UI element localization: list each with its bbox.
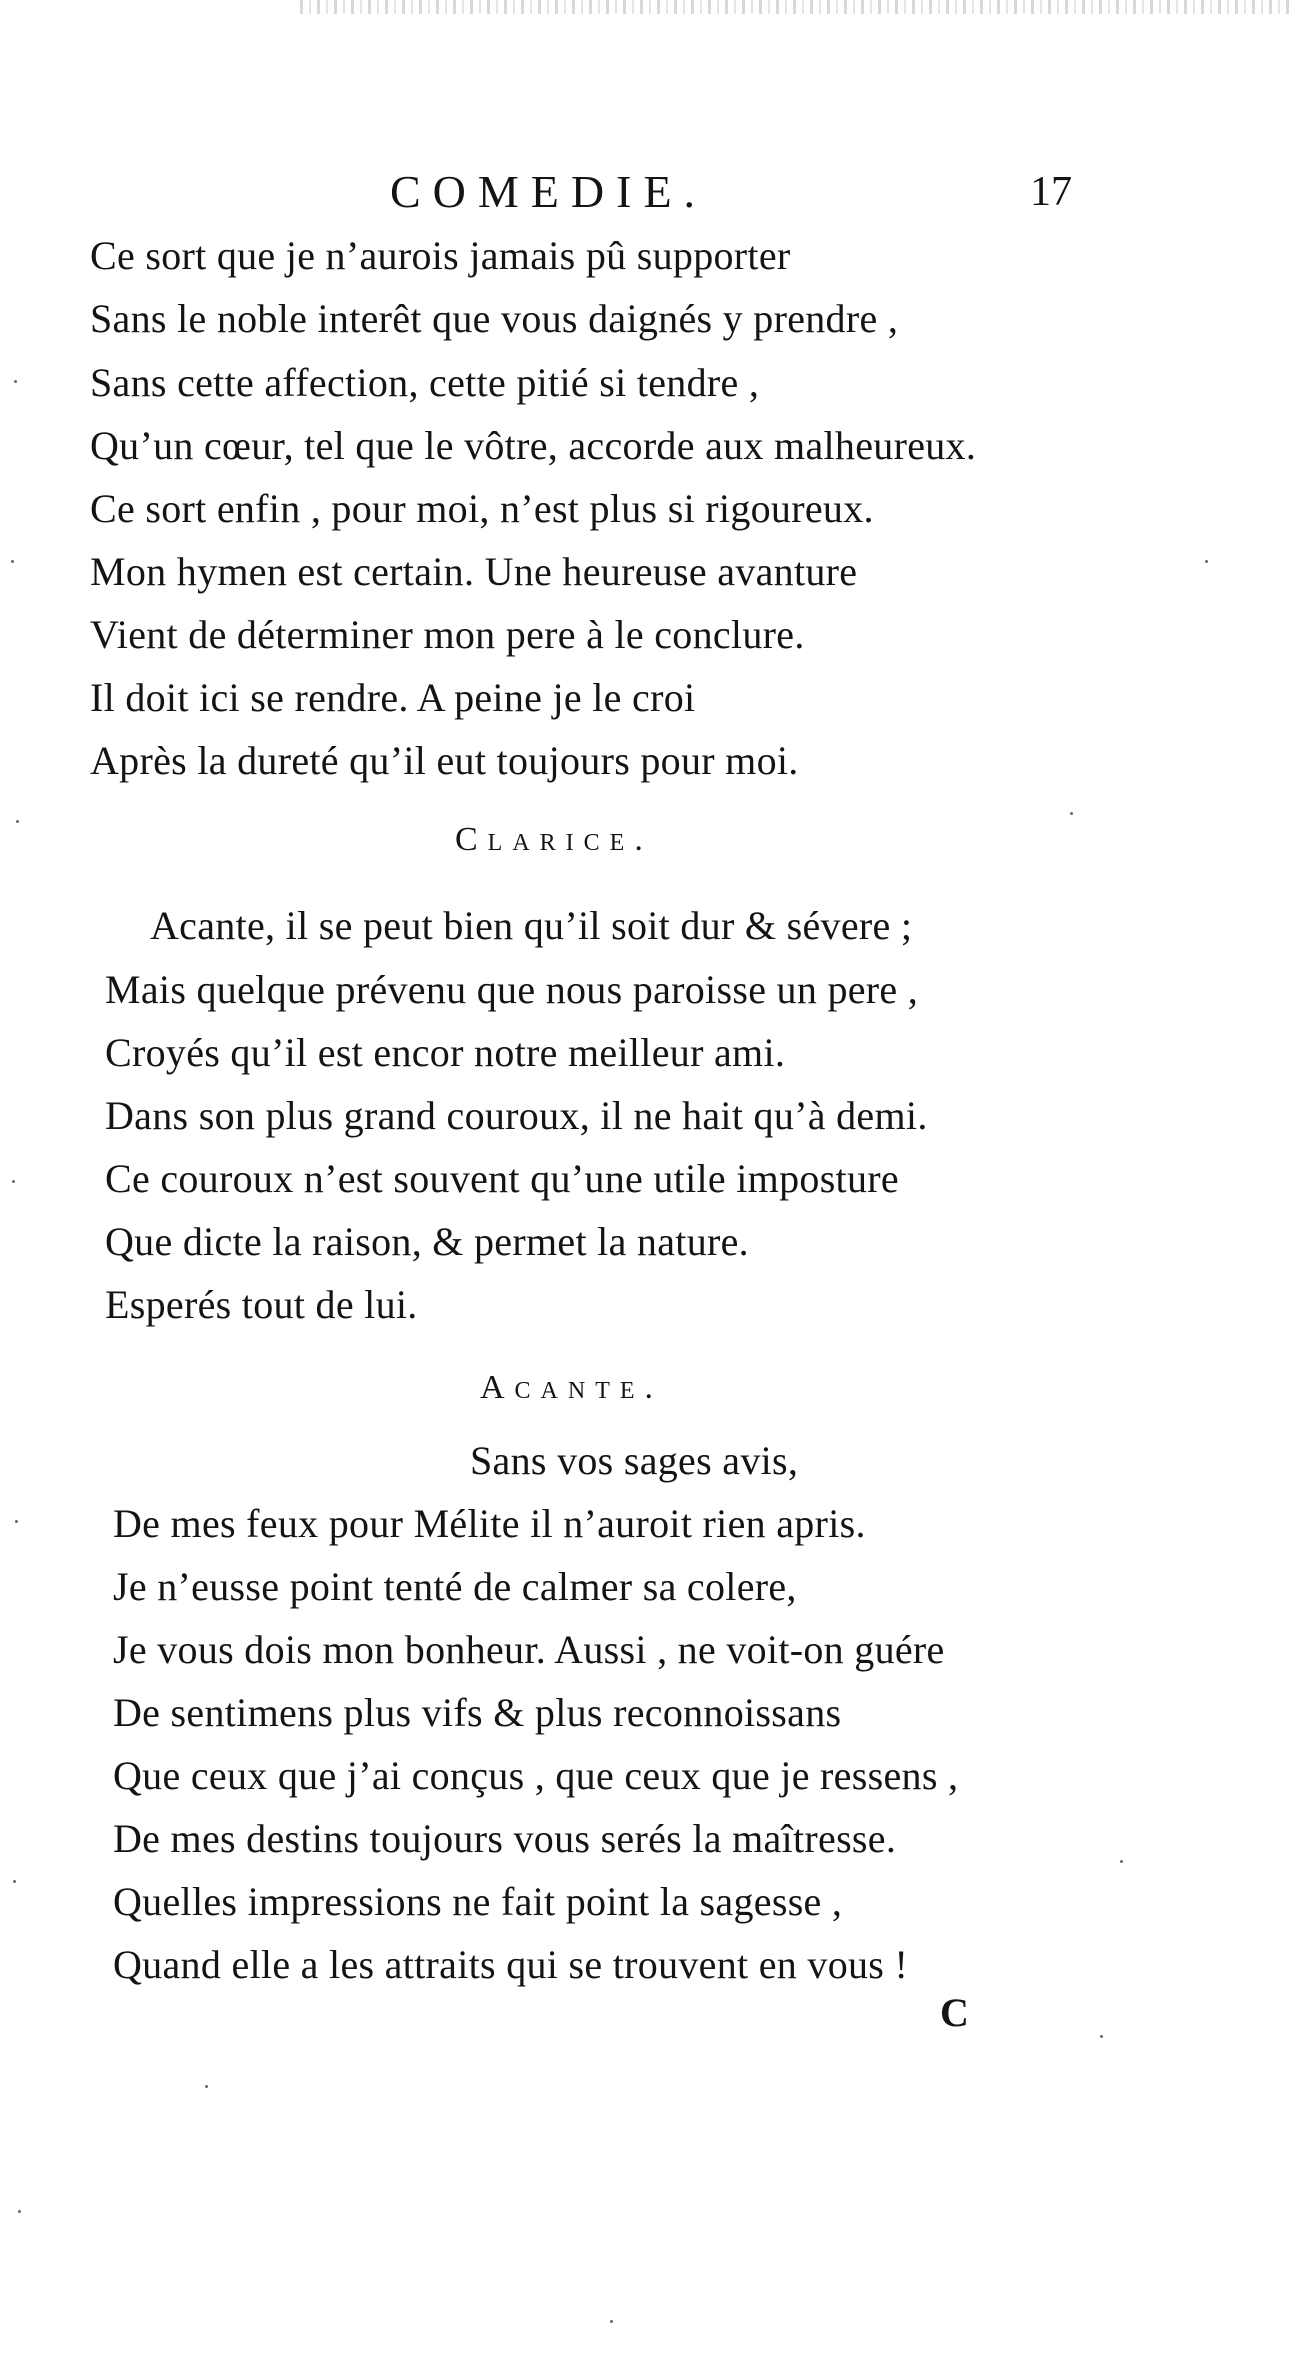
verse-line: Mais quelque prévenu que nous paroisse un pere , <box>105 967 919 1012</box>
verse-line: Je n’eusse point tenté de calmer sa colere, <box>113 1564 797 1609</box>
verse-line: Après la dureté qu’il eut toujours pour moi. <box>90 738 799 783</box>
verse-line: Ce couroux n’est souvent qu’une utile imposture <box>105 1156 899 1201</box>
verse-line: Esperés tout de lui. <box>105 1282 418 1327</box>
verse-line: Sans cette affection, cette pitié si tendre , <box>90 360 760 405</box>
paper-speck <box>1100 2035 1103 2038</box>
paper-speck <box>18 2210 21 2213</box>
verse-line: Croyés qu’il est encor notre meilleur ami. <box>105 1030 786 1075</box>
paper-speck <box>1120 1860 1123 1863</box>
signature-mark: C <box>940 1990 969 2035</box>
paper-speck <box>15 1520 18 1523</box>
paper-speck <box>12 1180 15 1183</box>
verse-line: Sans vos sages avis, <box>470 1438 799 1483</box>
verse-line: Quand elle a les attraits qui se trouvent en vous ! <box>113 1942 909 1987</box>
verse-line: Il doit ici se rendre. A peine je le croi <box>90 675 696 720</box>
verse-line: Ce sort que je n’aurois jamais pû supporter <box>90 233 791 278</box>
verse-line: Sans le noble interêt que vous daignés y prendre , <box>90 296 899 341</box>
running-head <box>0 162 1295 222</box>
verse-line: Je vous dois mon bonheur. Aussi , ne voit-on guére <box>113 1627 945 1672</box>
verse-line: Qu’un cœur, tel que le vôtre, accorde aux malheureux. <box>90 423 977 468</box>
paper-speck <box>1070 812 1073 815</box>
verse-line: De mes feux pour Mélite il n’auroit rien apris. <box>113 1501 866 1546</box>
verse-line: Dans son plus grand couroux, il ne hait qu’à demi. <box>105 1093 928 1138</box>
paper-speck <box>205 2085 208 2088</box>
verse-line: Que dicte la raison, & permet la nature. <box>105 1219 749 1264</box>
paper-speck <box>16 820 19 823</box>
verse-line: Ce sort enfin , pour moi, n’est plus si rigoureux. <box>90 486 874 531</box>
page-number: 17 <box>1030 169 1072 215</box>
paper-speck <box>14 380 17 383</box>
verse-line: Mon hymen est certain. Une heureuse avanture <box>90 549 858 594</box>
paper-speck <box>1205 560 1208 563</box>
running-title: COMEDIE. <box>390 166 708 217</box>
verse-line: De sentimens plus vifs & plus reconnoissans <box>113 1690 842 1735</box>
verse-line: De mes destins toujours vous serés la maîtresse. <box>113 1816 897 1861</box>
verse-line: Vient de déterminer mon pere à le conclure. <box>90 612 805 657</box>
paper-speck <box>11 560 14 563</box>
speaker-heading: Clarice. <box>455 821 653 858</box>
verse-line: Que ceux que j’ai conçus , que ceux que je ressens , <box>113 1753 959 1798</box>
verse-line: Acante, il se peut bien qu’il soit dur & sévere ; <box>150 903 913 948</box>
verse-line: Quelles impressions ne fait point la sagesse , <box>113 1879 843 1924</box>
speaker-heading: Acante. <box>480 1369 664 1406</box>
paper-speck <box>610 2320 613 2323</box>
paper-speck <box>13 1880 16 1883</box>
bleed-through-band <box>300 0 1295 14</box>
